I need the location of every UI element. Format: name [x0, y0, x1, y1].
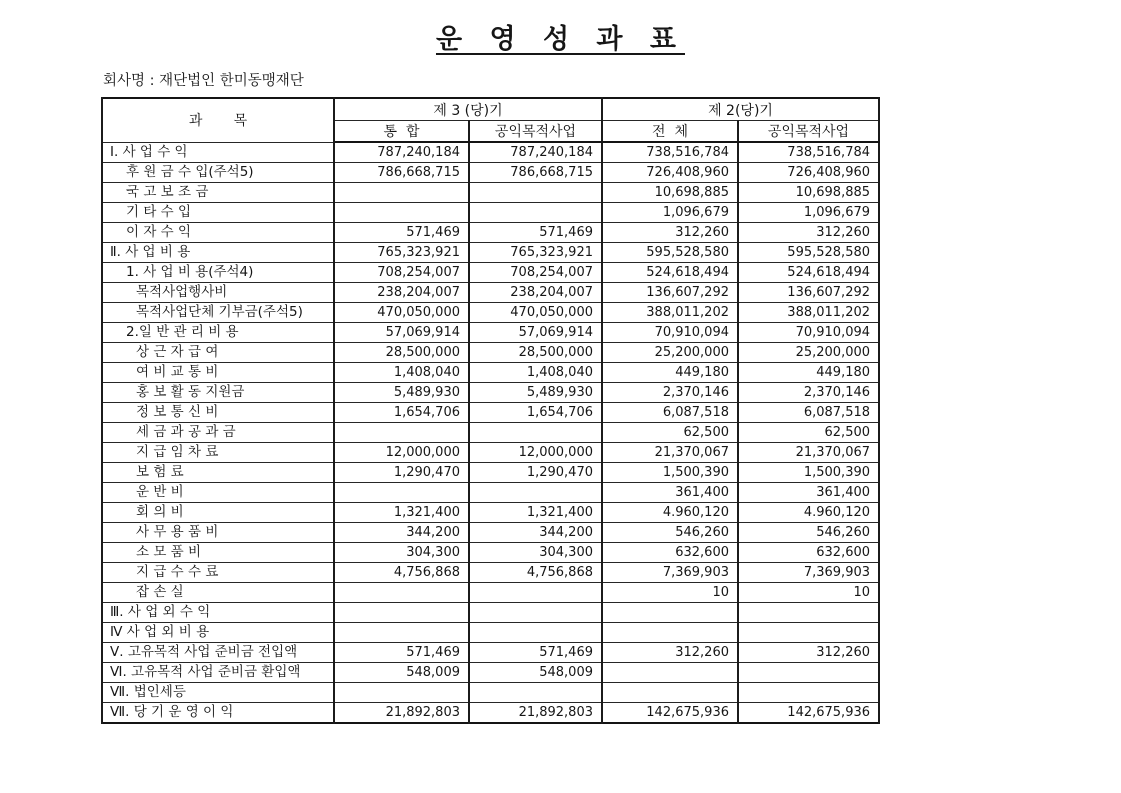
- value-cell: 524,618,494: [738, 263, 879, 283]
- value-cell: 70,910,094: [738, 323, 879, 343]
- page-title: 운 영 성 과 표: [435, 24, 685, 55]
- table-row: [102, 463, 879, 483]
- value-cell: 524,618,494: [602, 263, 738, 283]
- value-cell: 595,528,580: [602, 243, 738, 263]
- value-cell: 1,096,679: [602, 203, 738, 223]
- value-cell: 4.960,120: [602, 503, 738, 523]
- value-cell: 142,675,936: [602, 703, 738, 724]
- account-cell: 소 모 품 비: [102, 543, 334, 563]
- value-cell: 136,607,292: [738, 283, 879, 303]
- value-cell: 571,469: [334, 223, 469, 243]
- table-row: [102, 142, 879, 163]
- value-cell: 7,369,903: [738, 563, 879, 583]
- value-cell: [334, 683, 469, 703]
- account-cell: 목적사업단체 기부금(주석5): [102, 303, 334, 323]
- value-cell: 142,675,936: [738, 703, 879, 724]
- value-cell: 546,260: [602, 523, 738, 543]
- account-cell: Ⅴ. 고유목적 사업 준비금 전입액: [102, 643, 334, 663]
- value-cell: 708,254,007: [334, 263, 469, 283]
- account-cell: 이 자 수 익: [102, 223, 334, 243]
- value-cell: [738, 603, 879, 623]
- table-row: [102, 183, 879, 203]
- value-cell: 344,200: [469, 523, 602, 543]
- value-cell: 5,489,930: [469, 383, 602, 403]
- value-cell: 388,011,202: [738, 303, 879, 323]
- table-row: [102, 523, 879, 543]
- column-header-period2-public-benefit: 공익목적사업: [738, 121, 879, 143]
- value-cell: 1,290,470: [469, 463, 602, 483]
- column-header-period2-total: 전 체: [602, 121, 738, 143]
- value-cell: 738,516,784: [602, 142, 738, 163]
- value-cell: [334, 603, 469, 623]
- value-cell: 28,500,000: [334, 343, 469, 363]
- account-cell: Ⅲ. 사 업 외 수 익: [102, 603, 334, 623]
- value-cell: 738,516,784: [738, 142, 879, 163]
- value-cell: 12,000,000: [334, 443, 469, 463]
- value-cell: [469, 423, 602, 443]
- value-cell: 449,180: [738, 363, 879, 383]
- account-cell: 잡 손 실: [102, 583, 334, 603]
- value-cell: [738, 663, 879, 683]
- table-row: [102, 423, 879, 443]
- value-cell: [334, 183, 469, 203]
- table-row: [102, 563, 879, 583]
- value-cell: [334, 203, 469, 223]
- company-name: 회사명 : 재단법인 한미동맹재단: [103, 73, 304, 89]
- value-cell: [602, 623, 738, 643]
- value-cell: 7,369,903: [602, 563, 738, 583]
- value-cell: 4,756,868: [334, 563, 469, 583]
- value-cell: 1,321,400: [334, 503, 469, 523]
- value-cell: [469, 183, 602, 203]
- table-row: [102, 223, 879, 243]
- value-cell: 546,260: [738, 523, 879, 543]
- value-cell: 1,408,040: [469, 363, 602, 383]
- account-cell: 운 반 비: [102, 483, 334, 503]
- table-row: [102, 543, 879, 563]
- value-cell: [469, 623, 602, 643]
- value-cell: 632,600: [738, 543, 879, 563]
- value-cell: 595,528,580: [738, 243, 879, 263]
- table-row: [102, 203, 879, 223]
- value-cell: 361,400: [738, 483, 879, 503]
- value-cell: 344,200: [334, 523, 469, 543]
- value-cell: 786,668,715: [334, 163, 469, 183]
- account-cell: Ⅰ. 사 업 수 익: [102, 142, 334, 163]
- table-row: [102, 643, 879, 663]
- value-cell: 25,200,000: [602, 343, 738, 363]
- value-cell: 62,500: [738, 423, 879, 443]
- value-cell: 21,370,067: [738, 443, 879, 463]
- account-cell: 사 무 용 품 비: [102, 523, 334, 543]
- table-row: [102, 283, 879, 303]
- value-cell: [602, 663, 738, 683]
- value-cell: 765,323,921: [334, 243, 469, 263]
- account-cell: Ⅳ 사 업 외 비 용: [102, 623, 334, 643]
- value-cell: 6,087,518: [738, 403, 879, 423]
- table-row: [102, 263, 879, 283]
- value-cell: 1,290,470: [334, 463, 469, 483]
- column-header-account: 과 목: [102, 98, 334, 142]
- account-cell: 여 비 교 통 비: [102, 363, 334, 383]
- value-cell: 312,260: [738, 223, 879, 243]
- value-cell: 21,370,067: [602, 443, 738, 463]
- table-row: [102, 343, 879, 363]
- value-cell: 1,096,679: [738, 203, 879, 223]
- table-row: [102, 663, 879, 683]
- value-cell: [738, 623, 879, 643]
- value-cell: 361,400: [602, 483, 738, 503]
- value-cell: 1,500,390: [602, 463, 738, 483]
- value-cell: 21,892,803: [334, 703, 469, 724]
- value-cell: 238,204,007: [334, 283, 469, 303]
- account-cell: Ⅶ. 당 기 운 영 이 익: [102, 703, 334, 724]
- value-cell: 548,009: [334, 663, 469, 683]
- account-cell: 국 고 보 조 금: [102, 183, 334, 203]
- table-row: [102, 603, 879, 623]
- account-cell: Ⅶ. 법인세등: [102, 683, 334, 703]
- table-row: [102, 323, 879, 343]
- value-cell: 10: [602, 583, 738, 603]
- value-cell: [334, 623, 469, 643]
- table-row: [102, 403, 879, 423]
- column-header-period2: 제 2(당)기: [602, 98, 879, 121]
- value-cell: 10: [738, 583, 879, 603]
- value-cell: 312,260: [602, 643, 738, 663]
- value-cell: 57,069,914: [469, 323, 602, 343]
- account-cell: 기 타 수 입: [102, 203, 334, 223]
- value-cell: 6,087,518: [602, 403, 738, 423]
- value-cell: [334, 583, 469, 603]
- account-cell: 지 급 임 차 료: [102, 443, 334, 463]
- value-cell: 4.960,120: [738, 503, 879, 523]
- table-row: [102, 363, 879, 383]
- value-cell: 470,050,000: [469, 303, 602, 323]
- account-cell: 회 의 비: [102, 503, 334, 523]
- table-row: [102, 623, 879, 643]
- table-row: [102, 243, 879, 263]
- value-cell: 708,254,007: [469, 263, 602, 283]
- table-row: [102, 383, 879, 403]
- account-cell: 상 근 자 급 여: [102, 343, 334, 363]
- table-row: [102, 483, 879, 503]
- value-cell: 25,200,000: [738, 343, 879, 363]
- value-cell: 21,892,803: [469, 703, 602, 724]
- value-cell: 2,370,146: [738, 383, 879, 403]
- account-cell: Ⅱ. 사 업 비 용: [102, 243, 334, 263]
- value-cell: 312,260: [602, 223, 738, 243]
- value-cell: 765,323,921: [469, 243, 602, 263]
- header-group-row: [102, 98, 879, 121]
- value-cell: [334, 483, 469, 503]
- value-cell: [469, 603, 602, 623]
- table-row: [102, 683, 879, 703]
- value-cell: 57,069,914: [334, 323, 469, 343]
- value-cell: 10,698,885: [738, 183, 879, 203]
- value-cell: 2,370,146: [602, 383, 738, 403]
- value-cell: 5,489,930: [334, 383, 469, 403]
- column-header-period3: 제 3 (당)기: [334, 98, 602, 121]
- value-cell: 632,600: [602, 543, 738, 563]
- table-row: [102, 583, 879, 603]
- table-row: [102, 163, 879, 183]
- value-cell: [469, 583, 602, 603]
- value-cell: [738, 683, 879, 703]
- table-row: [102, 443, 879, 463]
- value-cell: 449,180: [602, 363, 738, 383]
- value-cell: [602, 683, 738, 703]
- value-cell: 1,500,390: [738, 463, 879, 483]
- value-cell: 62,500: [602, 423, 738, 443]
- table-row: [102, 303, 879, 323]
- value-cell: 304,300: [334, 543, 469, 563]
- value-cell: 136,607,292: [602, 283, 738, 303]
- value-cell: 12,000,000: [469, 443, 602, 463]
- account-cell: 지 급 수 수 료: [102, 563, 334, 583]
- value-cell: 304,300: [469, 543, 602, 563]
- value-cell: 4,756,868: [469, 563, 602, 583]
- value-cell: [602, 603, 738, 623]
- value-cell: 786,668,715: [469, 163, 602, 183]
- value-cell: 28,500,000: [469, 343, 602, 363]
- value-cell: [469, 203, 602, 223]
- value-cell: 571,469: [469, 643, 602, 663]
- value-cell: 312,260: [738, 643, 879, 663]
- account-cell: 1. 사 업 비 용(주석4): [102, 263, 334, 283]
- column-header-period3-public-benefit: 공익목적사업: [469, 121, 602, 143]
- value-cell: [334, 423, 469, 443]
- value-cell: 10,698,885: [602, 183, 738, 203]
- value-cell: 726,408,960: [738, 163, 879, 183]
- value-cell: 388,011,202: [602, 303, 738, 323]
- value-cell: 1,654,706: [469, 403, 602, 423]
- value-cell: 548,009: [469, 663, 602, 683]
- table-row: [102, 703, 879, 724]
- value-cell: 1,654,706: [334, 403, 469, 423]
- value-cell: [469, 683, 602, 703]
- account-cell: 목적사업행사비: [102, 283, 334, 303]
- operating-performance-table: [101, 97, 880, 724]
- account-cell: 홍 보 활 동 지원금: [102, 383, 334, 403]
- value-cell: 571,469: [334, 643, 469, 663]
- account-cell: 정 보 통 신 비: [102, 403, 334, 423]
- account-cell: 후 원 금 수 입(주석5): [102, 163, 334, 183]
- value-cell: [469, 483, 602, 503]
- account-cell: Ⅵ. 고유목적 사업 준비금 환입액: [102, 663, 334, 683]
- account-cell: 2.일 반 관 리 비 용: [102, 323, 334, 343]
- value-cell: 726,408,960: [602, 163, 738, 183]
- value-cell: 787,240,184: [334, 142, 469, 163]
- value-cell: 470,050,000: [334, 303, 469, 323]
- value-cell: 1,321,400: [469, 503, 602, 523]
- table-row: [102, 503, 879, 523]
- account-cell: 보 험 료: [102, 463, 334, 483]
- value-cell: 571,469: [469, 223, 602, 243]
- value-cell: 70,910,094: [602, 323, 738, 343]
- value-cell: 787,240,184: [469, 142, 602, 163]
- value-cell: 1,408,040: [334, 363, 469, 383]
- account-cell: 세 금 과 공 과 금: [102, 423, 334, 443]
- column-header-period3-combined: 통 합: [334, 121, 469, 143]
- value-cell: 238,204,007: [469, 283, 602, 303]
